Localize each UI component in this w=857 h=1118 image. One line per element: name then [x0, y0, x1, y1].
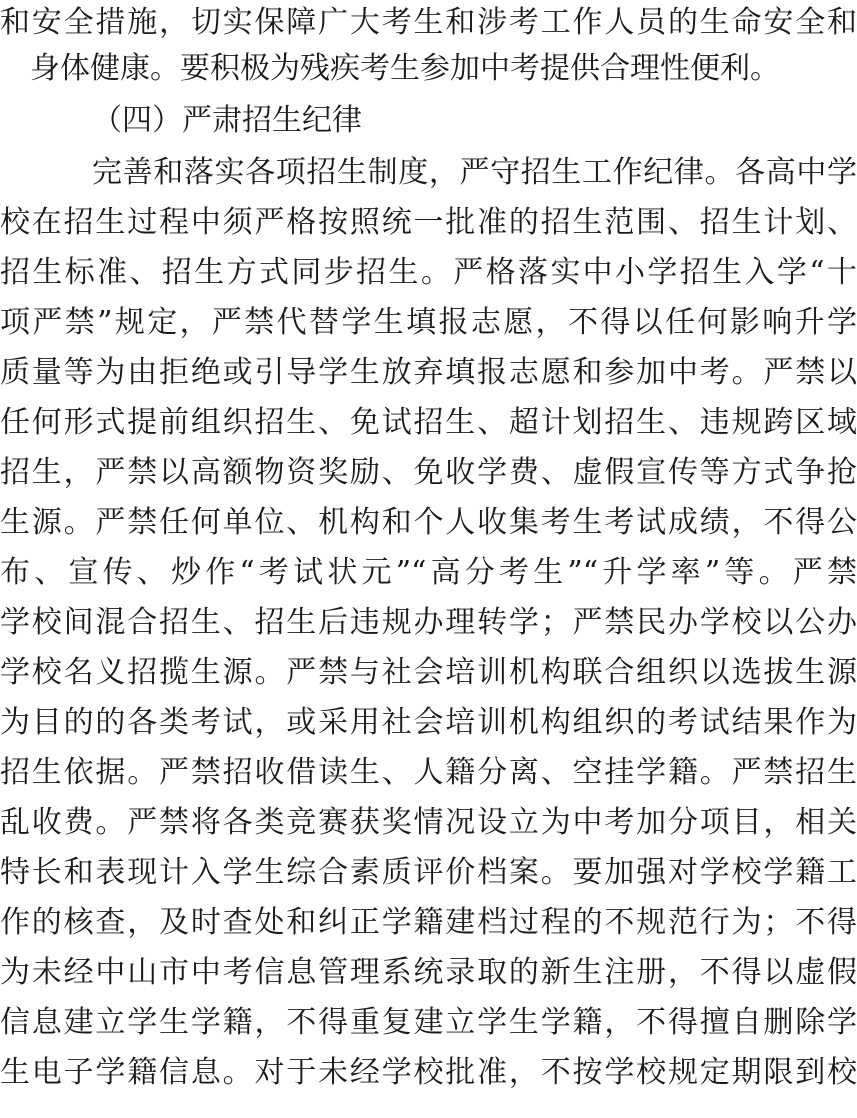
section-heading: （四）严肃招生纪律 — [92, 103, 362, 138]
paragraph-line: 身体健康。要积极为残疾考生参加中考提供合理性便利。 — [30, 51, 780, 86]
paragraph-line: 校在招生过程中须严格按照统一批准的招生范围、招生计划、 — [0, 205, 857, 240]
paragraph-line: 招生依据。严禁招收借读生、人籍分离、空挂学籍。严禁招生 — [0, 755, 857, 790]
paragraph-line: 为未经中山市中考信息管理系统录取的新生注册，不得以虚假 — [0, 955, 857, 990]
paragraph-line: 布、宣传、炒作“考试状元”“高分考生”“升学率”等。严禁 — [0, 555, 857, 590]
paragraph-line: 生电子学籍信息。对于未经学校批准，不按学校规定期限到校 — [0, 1055, 857, 1090]
paragraph-line: 作的核查，及时查处和纠正学籍建档过程的不规范行为；不得 — [0, 905, 857, 940]
paragraph-line: 和安全措施，切实保障广大考生和涉考工作人员的生命安全和 — [0, 5, 857, 40]
paragraph-line: 学校名义招揽生源。严禁与社会培训机构联合组织以选拔生源 — [0, 655, 857, 690]
paragraph-line: 生源。严禁任何单位、机构和个人收集考生考试成绩，不得公 — [0, 505, 857, 540]
paragraph-line: 乱收费。严禁将各类竞赛获奖情况设立为中考加分项目，相关 — [0, 805, 857, 840]
paragraph-line: 信息建立学生学籍，不得重复建立学生学籍，不得擅自删除学 — [0, 1005, 857, 1040]
paragraph-line: 招生，严禁以高额物资奖励、免收学费、虚假宣传等方式争抢 — [0, 455, 857, 490]
paragraph-line: 项严禁”规定，严禁代替学生填报志愿，不得以任何影响升学 — [0, 305, 857, 340]
paragraph-line: 质量等为由拒绝或引导学生放弃填报志愿和参加中考。严禁以 — [0, 355, 857, 390]
paragraph-line: 学校间混合招生、招生后违规办理转学；严禁民办学校以公办 — [0, 605, 857, 640]
paragraph-line: 完善和落实各项招生制度，严守招生工作纪律。各高中学 — [92, 155, 857, 190]
paragraph-line: 招生标准、招生方式同步招生。严格落实中小学招生入学“十 — [0, 255, 857, 290]
paragraph-line: 特长和表现计入学生综合素质评价档案。要加强对学校学籍工 — [0, 855, 857, 890]
paragraph-line: 任何形式提前组织招生、免试招生、超计划招生、违规跨区域 — [0, 405, 857, 440]
paragraph-line: 为目的的各类考试，或采用社会培训机构组织的考试结果作为 — [0, 705, 857, 740]
